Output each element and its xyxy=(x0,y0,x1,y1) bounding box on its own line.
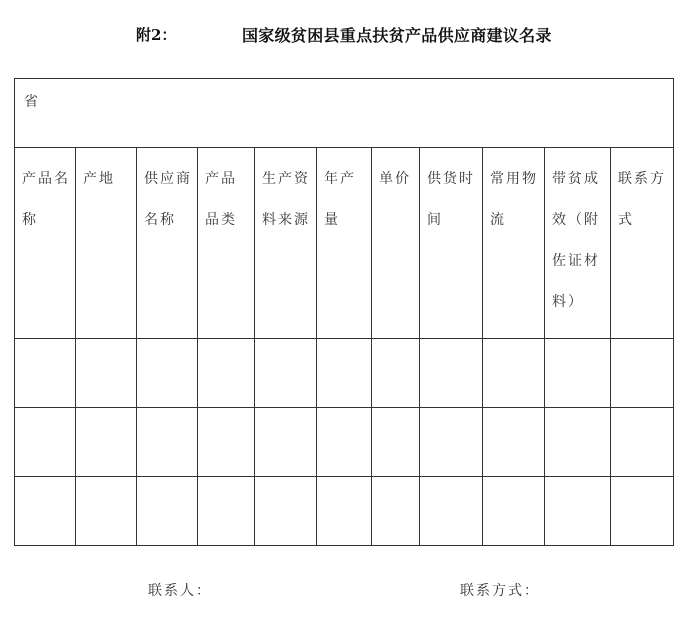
document-title: 国家级贫困县重点扶贫产品供应商建议名录 xyxy=(242,26,552,45)
column-header-label: 产品名称 xyxy=(22,171,70,228)
table-cell xyxy=(372,408,420,477)
province-row xyxy=(15,79,674,148)
table-row xyxy=(15,408,674,477)
column-header-cell xyxy=(15,148,76,339)
table-body xyxy=(15,339,674,546)
column-header-row xyxy=(15,148,674,339)
table-cell xyxy=(611,408,674,477)
table-cell xyxy=(545,477,611,546)
table-cell xyxy=(317,477,372,546)
supplier-table xyxy=(14,78,674,546)
table-cell xyxy=(198,408,255,477)
table-cell xyxy=(545,408,611,477)
table-cell xyxy=(420,477,483,546)
column-header-label: 产地 xyxy=(83,171,115,187)
table-cell xyxy=(420,408,483,477)
table-cell xyxy=(137,339,198,408)
column-header-cell xyxy=(76,148,137,339)
contact-person-label: 联系人： xyxy=(148,583,212,599)
table-cell xyxy=(255,408,317,477)
table-row xyxy=(15,477,674,546)
table-cell xyxy=(15,477,76,546)
column-header-cell xyxy=(198,148,255,339)
column-header-label: 带贫成效（附佐证材料） xyxy=(552,171,600,310)
table-cell xyxy=(372,339,420,408)
table-cell xyxy=(198,339,255,408)
table-cell xyxy=(611,339,674,408)
table-cell xyxy=(545,339,611,408)
table-row xyxy=(15,339,674,408)
column-header-cell xyxy=(420,148,483,339)
column-header-label: 联系方式 xyxy=(618,171,666,228)
table-cell xyxy=(483,477,545,546)
table-cell xyxy=(137,408,198,477)
province-cell xyxy=(15,79,674,148)
table-cell xyxy=(372,477,420,546)
table-cell xyxy=(317,339,372,408)
table-cell xyxy=(198,477,255,546)
attachment-label: 附2： xyxy=(136,26,177,44)
column-header-label: 单价 xyxy=(379,171,411,187)
table-cell xyxy=(76,408,137,477)
column-header-label: 供货时间 xyxy=(427,171,475,228)
contact-method-label: 联系方式： xyxy=(460,583,540,599)
table-cell xyxy=(76,477,137,546)
column-header-label: 供应商名称 xyxy=(144,171,192,228)
column-header-label: 常用物流 xyxy=(490,171,538,228)
column-header-label: 年产量 xyxy=(324,171,356,228)
table-cell xyxy=(15,408,76,477)
column-header-cell xyxy=(545,148,611,339)
table-cell xyxy=(76,339,137,408)
column-header-cell xyxy=(255,148,317,339)
table-cell xyxy=(483,339,545,408)
table-cell xyxy=(420,339,483,408)
province-label: 省 xyxy=(24,94,38,110)
column-header-label: 生产资料来源 xyxy=(262,171,310,228)
table-cell xyxy=(483,408,545,477)
table-cell xyxy=(137,477,198,546)
table-cell xyxy=(317,408,372,477)
column-header-label: 产品品类 xyxy=(205,171,237,228)
column-header-cell xyxy=(611,148,674,339)
table-cell xyxy=(15,339,76,408)
table-cell xyxy=(611,477,674,546)
column-header-cell xyxy=(137,148,198,339)
column-header-cell xyxy=(372,148,420,339)
column-header-cell xyxy=(317,148,372,339)
table-cell xyxy=(255,339,317,408)
column-header-cell xyxy=(483,148,545,339)
table-cell xyxy=(255,477,317,546)
